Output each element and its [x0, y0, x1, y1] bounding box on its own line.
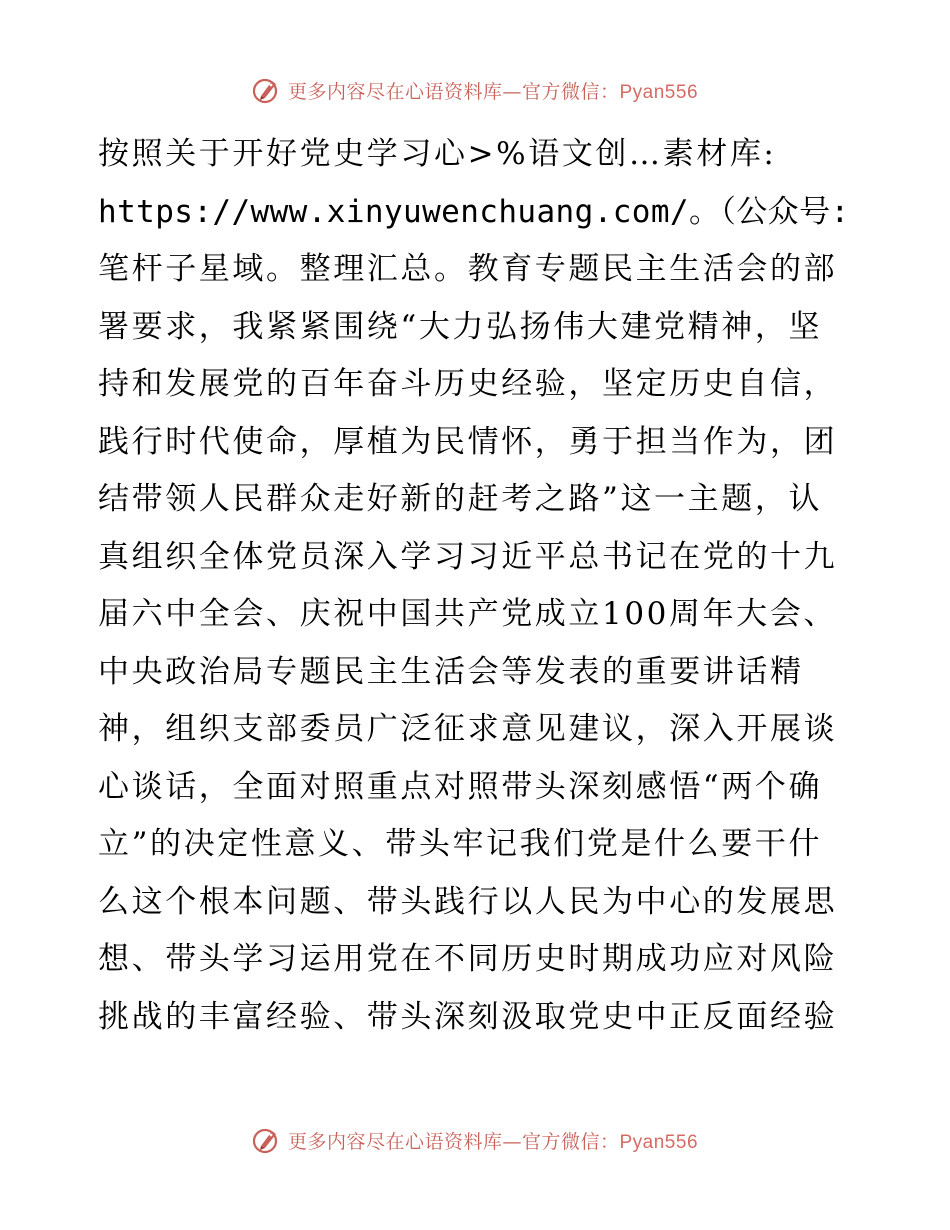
document-body	[98, 126, 850, 1046]
body-line-9: 届六中全会、庆祝中国共产党成立100周年大会、	[98, 596, 837, 632]
header-banner-text	[288, 77, 698, 104]
header-wechat-id: Pyan556	[619, 81, 699, 103]
body-line-7: 结带领人民群众走好新的赶考之路”这一主题，认	[98, 481, 823, 517]
body-line-6: 践行时代使命，厚植为民情怀，勇于担当作为，团	[98, 423, 838, 460]
body-line-14: 么这个根本问题、带头践行以人民为中心的发展思	[98, 883, 838, 920]
body-line-8: 真组织全体党员深入学习习近平总书记在党的十九	[98, 538, 838, 575]
footer-wechat-id: Pyan556	[619, 1131, 699, 1153]
pen-nib-circle-icon	[252, 1125, 282, 1155]
body-line-13: 立”的决定性意义、带头牢记我们党是什么要干什	[98, 826, 823, 862]
footer-banner-label: 更多内容尽在心语资料库—官方微信：	[287, 1130, 620, 1153]
body-line-10: 中央政治局专题民主生活会等发表的重要讲话精	[98, 653, 804, 690]
footer-banner-text	[288, 1127, 698, 1154]
footer-banner	[0, 1120, 950, 1160]
pen-nib-circle-icon	[252, 75, 282, 105]
header-banner-label: 更多内容尽在心语资料库—官方微信：	[287, 80, 620, 103]
body-line-15: 想、带头学习运用党在不同历史时期成功应对风险	[98, 941, 838, 977]
body-line-2: https://www.xinyuwenchuang.com/。（公众号:	[98, 193, 850, 230]
body-line-4: 署要求，我紧紧围绕“大力弘扬伟大建党精神，坚	[98, 308, 823, 345]
body-line-3: 笔杆子星域。整理汇总。教育专题民主生活会的部	[98, 251, 838, 287]
body-line-11: 神，组织支部委员广泛征求意见建议，深入开展谈	[98, 711, 838, 747]
body-line-5: 持和发展党的百年奋斗历史经验，坚定历史自信，	[98, 366, 838, 402]
body-line-16: 挑战的丰富经验、带头深刻汲取党史中正反面经验	[98, 998, 838, 1035]
body-line-12: 心谈话，全面对照重点对照带头深刻感悟“两个确	[98, 768, 823, 805]
body-line-1: 按照关于开好党史学习心>%语文创…素材库:	[98, 136, 777, 172]
header-banner	[0, 70, 950, 110]
